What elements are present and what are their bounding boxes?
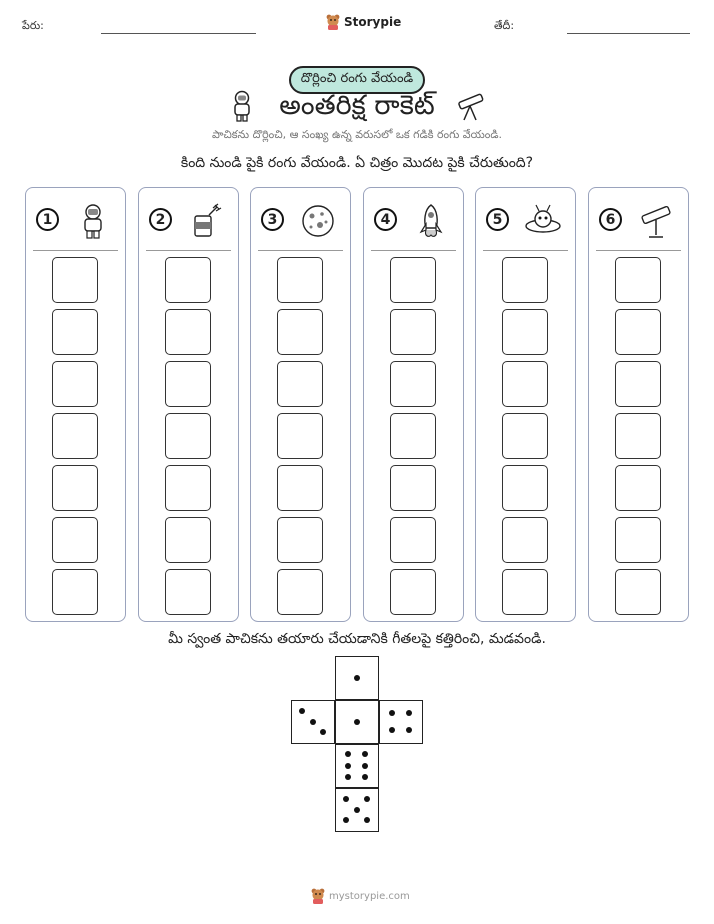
die-pip — [343, 796, 349, 802]
column-divider — [146, 250, 231, 251]
column-header — [589, 188, 688, 250]
bear-logo-icon — [326, 14, 340, 30]
color-cell[interactable] — [52, 257, 98, 303]
color-cell[interactable] — [390, 361, 436, 407]
die-pip — [362, 751, 368, 757]
die-face-1 — [335, 656, 379, 700]
color-cell[interactable] — [277, 257, 323, 303]
die-pip — [345, 774, 351, 780]
activity-badge: దొర్లించి రంగు వేయండి — [289, 66, 425, 94]
die-pip — [364, 796, 370, 802]
die-pip — [364, 817, 370, 823]
color-cell[interactable] — [502, 309, 548, 355]
color-cell[interactable] — [277, 361, 323, 407]
column-number: 6 — [599, 208, 622, 231]
color-cell[interactable] — [615, 465, 661, 511]
die-face-5 — [335, 788, 379, 832]
storypie-logo — [326, 14, 401, 30]
die-pip — [354, 675, 360, 681]
color-cell[interactable] — [52, 517, 98, 563]
column-header — [139, 188, 238, 250]
die-pip — [354, 719, 360, 725]
column-5 — [475, 187, 576, 622]
column-divider — [483, 250, 568, 251]
die-face-1 — [335, 700, 379, 744]
color-cell[interactable] — [165, 517, 211, 563]
color-cell[interactable] — [165, 361, 211, 407]
die-pip — [362, 774, 368, 780]
die-pip — [343, 817, 349, 823]
color-cell[interactable] — [165, 569, 211, 615]
color-cell[interactable] — [615, 361, 661, 407]
die-pip — [362, 763, 368, 769]
die-pip — [310, 719, 316, 725]
column-header — [251, 188, 350, 250]
color-cell[interactable] — [502, 517, 548, 563]
color-cell[interactable] — [52, 569, 98, 615]
column-header — [476, 188, 575, 250]
color-cell[interactable] — [502, 257, 548, 303]
column-3 — [250, 187, 351, 622]
column-number: 4 — [374, 208, 397, 231]
color-cell[interactable] — [277, 569, 323, 615]
color-cell[interactable] — [390, 517, 436, 563]
color-cell[interactable] — [390, 257, 436, 303]
color-cell[interactable] — [165, 309, 211, 355]
telescope-title-icon — [455, 92, 487, 122]
rocket-icon — [412, 202, 450, 240]
color-cell[interactable] — [277, 517, 323, 563]
column-divider — [258, 250, 343, 251]
column-2 — [138, 187, 239, 622]
color-cell[interactable] — [615, 257, 661, 303]
column-header — [364, 188, 463, 250]
date-label: తేదీ: — [494, 19, 515, 32]
color-cell[interactable] — [165, 257, 211, 303]
die-pip — [406, 710, 412, 716]
name-line[interactable] — [101, 33, 256, 34]
column-number: 1 — [36, 208, 59, 231]
dice-instruction: మీ స్వంత పాచికను తయారు చేయడానికి గీతలపై కత్తిరించి, మడవండి. — [168, 631, 546, 647]
color-cell[interactable] — [615, 569, 661, 615]
page-title: అంతరిక్ష రాకెట్ — [279, 90, 435, 121]
column-6 — [588, 187, 689, 622]
column-number: 2 — [149, 208, 172, 231]
color-cell[interactable] — [52, 309, 98, 355]
fuel-can-icon — [187, 202, 225, 240]
color-cell[interactable] — [277, 413, 323, 459]
color-cell[interactable] — [615, 309, 661, 355]
color-cell[interactable] — [615, 517, 661, 563]
die-face-3 — [291, 700, 335, 744]
instruction: కింది నుండి పైకి రంగు వేయండి. ఏ చిత్రం మొదట పైకి చేరుతుంది? — [180, 155, 534, 171]
footer-site: mystorypie.com — [329, 890, 410, 902]
column-1 — [25, 187, 126, 622]
color-cell[interactable] — [390, 465, 436, 511]
color-cell[interactable] — [615, 413, 661, 459]
alien-ufo-icon — [524, 202, 562, 240]
die-pip — [299, 708, 305, 714]
die-pip — [389, 727, 395, 733]
bear-footer-icon — [311, 888, 325, 904]
color-cell[interactable] — [502, 465, 548, 511]
die-pip — [345, 763, 351, 769]
die-pip — [345, 751, 351, 757]
color-cell[interactable] — [52, 465, 98, 511]
color-cell[interactable] — [277, 465, 323, 511]
color-cell[interactable] — [502, 569, 548, 615]
color-cell[interactable] — [52, 361, 98, 407]
die-pip — [320, 729, 326, 735]
name-label: పేరు: — [22, 19, 44, 32]
column-number: 3 — [261, 208, 284, 231]
die-face-6 — [335, 744, 379, 788]
column-number: 5 — [486, 208, 509, 231]
subtitle: పాచికను దొర్లించి, ఆ సంఖ్య ఉన్న వరుసలో ఒక గడికి రంగు వేయండి. — [212, 128, 502, 141]
die-pip — [406, 727, 412, 733]
column-divider — [596, 250, 681, 251]
brand-name: Storypie — [344, 15, 402, 29]
column-4 — [363, 187, 464, 622]
color-cell[interactable] — [502, 361, 548, 407]
color-cell[interactable] — [165, 465, 211, 511]
telescope-icon — [637, 202, 675, 240]
color-cell[interactable] — [277, 309, 323, 355]
color-cell[interactable] — [390, 309, 436, 355]
color-cell[interactable] — [502, 413, 548, 459]
die-pip — [389, 710, 395, 716]
column-header — [26, 188, 125, 250]
footer — [311, 888, 410, 904]
color-cell[interactable] — [390, 413, 436, 459]
die-face-4 — [379, 700, 423, 744]
color-cell[interactable] — [52, 413, 98, 459]
column-divider — [371, 250, 456, 251]
color-cell[interactable] — [165, 413, 211, 459]
column-divider — [33, 250, 118, 251]
moon-icon — [299, 202, 337, 240]
color-cell[interactable] — [390, 569, 436, 615]
astronaut-icon — [74, 202, 112, 240]
die-pip — [354, 807, 360, 813]
date-line[interactable] — [567, 33, 690, 34]
